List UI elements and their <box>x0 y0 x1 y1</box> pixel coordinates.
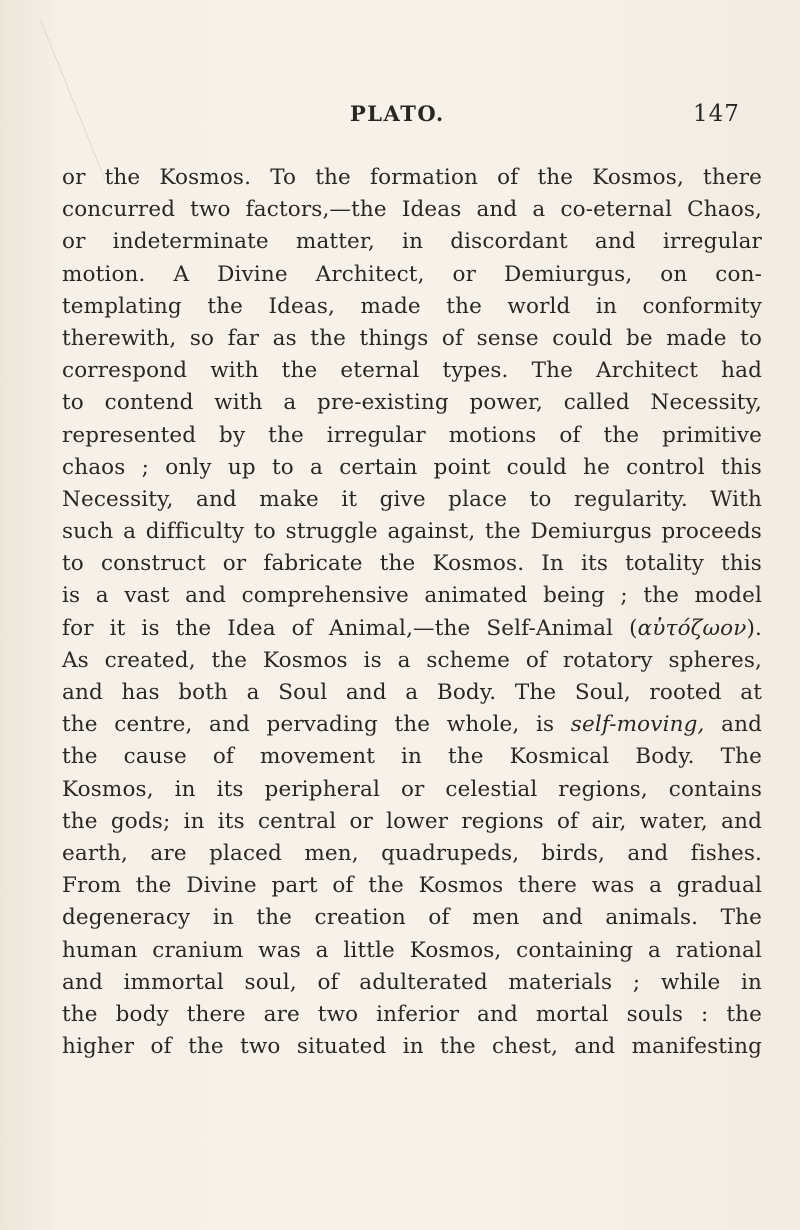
italic-term: self-moving, <box>570 712 705 738</box>
text-line: or indeterminate matter, in discordant and irregular <box>62 229 762 255</box>
text-line: is a vast and comprehensive animated being ; the model <box>62 583 762 609</box>
running-title: PLATO. <box>350 101 445 126</box>
text-line: represented by the irregular motions of the primitive <box>62 422 762 448</box>
text-line: the body there are two inferior and mortal souls : the <box>62 1001 762 1027</box>
text-line: the gods; in its central or lower regions of air, water, and <box>62 808 762 834</box>
text-line: the cause of movement in the Kosmical Body. The <box>62 744 762 770</box>
text-line: human cranium was a little Kosmos, containing a rational <box>62 937 762 963</box>
text-line: and has both a Soul and a Body. The Soul, rooted at <box>62 680 762 705</box>
text-line: to construct or fabricate the Kosmos. In its totality this <box>62 551 762 577</box>
body-text <box>62 162 762 1063</box>
text-line: or the Kosmos. To the formation of the Kosmos, there <box>62 165 762 190</box>
text-line: higher of the two situated in the chest, and manifesting <box>62 1034 762 1060</box>
running-head <box>0 101 800 141</box>
text-line: As created, the Kosmos is a scheme of rotatory spheres, <box>62 647 762 673</box>
text-line: for it is the Idea of Animal,—the Self-Animal (αὐτόζωον). <box>62 615 762 641</box>
text-line: earth, are placed men, quadrupeds, birds, and fishes. <box>62 840 762 866</box>
text-line: From the Divine part of the Kosmos there was a gradual <box>62 873 762 899</box>
greek-term: αὐτόζωον <box>637 615 747 641</box>
text-line: chaos ; only up to a certain point could he control this <box>62 454 762 480</box>
page-crease <box>40 20 196 180</box>
text-line: therewith, so far as the things of sense could be made to <box>62 325 762 351</box>
text-line: to contend with a pre-existing power, called Necessity, <box>62 390 762 416</box>
text-line: templating the Ideas, made the world in conformity <box>62 293 762 319</box>
text-line: correspond with the eternal types. The Architect had <box>62 358 762 384</box>
text-line: such a difficulty to struggle against, the Demiurgus proceeds <box>62 519 762 545</box>
text-line: Kosmos, in its peripheral or celestial regions, contains <box>62 776 762 802</box>
text-line: concurred two factors,—the Ideas and a co-eternal Chaos, <box>62 197 762 223</box>
text-line: the centre, and pervading the whole, is self-moving, and <box>62 712 762 738</box>
text-line: motion. A Divine Architect, or Demiurgus, on con- <box>62 261 762 287</box>
page-number: 147 <box>693 101 740 127</box>
text-line: and immortal soul, of adulterated materials ; while in <box>62 969 762 995</box>
text-line: Necessity, and make it give place to regularity. With <box>62 486 762 512</box>
text-line: degeneracy in the creation of men and animals. The <box>62 905 762 931</box>
